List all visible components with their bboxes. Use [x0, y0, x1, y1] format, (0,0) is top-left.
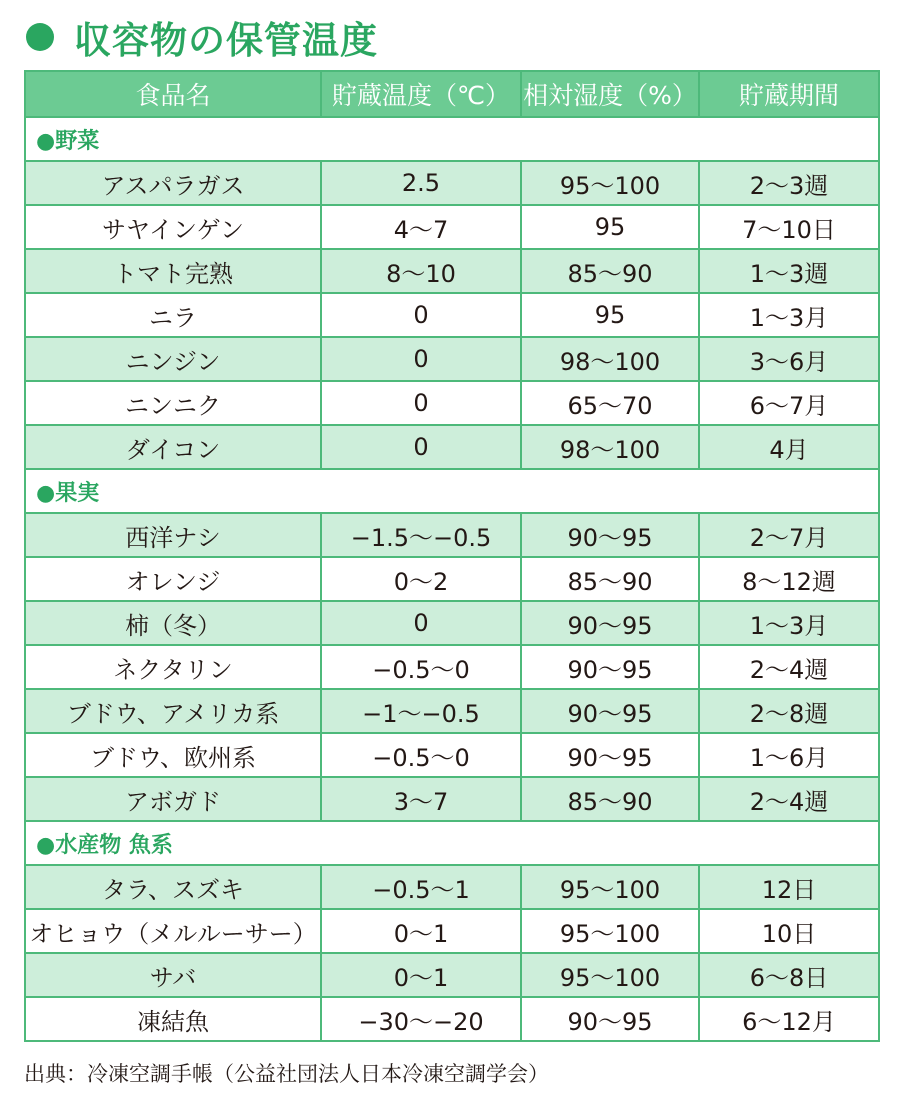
page-title — [26, 10, 378, 64]
storage-temperature-table — [24, 70, 880, 1042]
table-row — [25, 425, 879, 469]
cell-humidity: 95〜100 — [521, 953, 699, 997]
column-header-humidity: 相対湿度（%） — [521, 71, 699, 117]
cell-food-name: 柿（冬） — [25, 601, 321, 645]
title-bullet-icon — [26, 23, 54, 51]
cell-temperature: 4〜7 — [321, 205, 521, 249]
title-text: 収容物の保管温度 — [74, 19, 378, 62]
cell-humidity: 85〜90 — [521, 777, 699, 821]
cell-temperature: 0 — [321, 601, 521, 645]
table-row — [25, 381, 879, 425]
table-body — [25, 117, 879, 1041]
cell-humidity: 95 — [521, 293, 699, 337]
cell-period: 1〜3月 — [699, 601, 879, 645]
table-row — [25, 205, 879, 249]
cell-food-name: 凍結魚 — [25, 997, 321, 1041]
cell-period: 2〜3週 — [699, 161, 879, 205]
column-header-temperature: 貯蔵温度（℃） — [321, 71, 521, 117]
cell-humidity: 90〜95 — [521, 645, 699, 689]
cell-temperature: 8〜10 — [321, 249, 521, 293]
table-header-row — [25, 71, 879, 117]
cell-humidity: 90〜95 — [521, 733, 699, 777]
cell-period: 6〜7月 — [699, 381, 879, 425]
cell-food-name: サヤインゲン — [25, 205, 321, 249]
cell-humidity: 90〜95 — [521, 997, 699, 1041]
table-row — [25, 777, 879, 821]
cell-food-name: オレンジ — [25, 557, 321, 601]
cell-food-name: ブドウ、欧州系 — [25, 733, 321, 777]
cell-humidity: 95 — [521, 205, 699, 249]
cell-humidity: 95〜100 — [521, 865, 699, 909]
cell-humidity: 95〜100 — [521, 161, 699, 205]
category-label: ●果実 — [25, 469, 879, 513]
cell-food-name: ダイコン — [25, 425, 321, 469]
column-header-period: 貯蔵期間 — [699, 71, 879, 117]
cell-food-name: アボガド — [25, 777, 321, 821]
cell-period: 6〜12月 — [699, 997, 879, 1041]
cell-food-name: オヒョウ（メルルーサー） — [25, 909, 321, 953]
table-row — [25, 249, 879, 293]
cell-humidity: 90〜95 — [521, 601, 699, 645]
cell-humidity: 98〜100 — [521, 425, 699, 469]
cell-period: 2〜4週 — [699, 777, 879, 821]
cell-temperature: 3〜7 — [321, 777, 521, 821]
cell-temperature: 0 — [321, 425, 521, 469]
table-row — [25, 337, 879, 381]
cell-temperature: 0 — [321, 381, 521, 425]
cell-temperature: 0〜1 — [321, 953, 521, 997]
table-row — [25, 601, 879, 645]
cell-period: 2〜4週 — [699, 645, 879, 689]
cell-humidity: 85〜90 — [521, 249, 699, 293]
cell-food-name: 西洋ナシ — [25, 513, 321, 557]
category-row — [25, 469, 879, 513]
table-row — [25, 997, 879, 1041]
cell-food-name: アスパラガス — [25, 161, 321, 205]
table-row — [25, 689, 879, 733]
table-row — [25, 293, 879, 337]
cell-period: 7〜10日 — [699, 205, 879, 249]
table-row — [25, 513, 879, 557]
cell-food-name: ブドウ、アメリカ系 — [25, 689, 321, 733]
category-label: ●野菜 — [25, 117, 879, 161]
cell-temperature: −30〜−20 — [321, 997, 521, 1041]
cell-temperature: 2.5 — [321, 161, 521, 205]
cell-temperature: −1〜−0.5 — [321, 689, 521, 733]
table-row — [25, 909, 879, 953]
cell-food-name: ニンジン — [25, 337, 321, 381]
cell-temperature: 0〜2 — [321, 557, 521, 601]
cell-temperature: −0.5〜1 — [321, 865, 521, 909]
cell-humidity: 90〜95 — [521, 513, 699, 557]
cell-temperature: −1.5〜−0.5 — [321, 513, 521, 557]
category-label: ●水産物 魚系 — [25, 821, 879, 865]
source-note: 出典：冷凍空調手帳（公益社団法人日本冷凍空調学会） — [24, 1062, 549, 1086]
category-row — [25, 821, 879, 865]
cell-humidity: 98〜100 — [521, 337, 699, 381]
cell-period: 1〜3週 — [699, 249, 879, 293]
cell-food-name: ニンニク — [25, 381, 321, 425]
cell-period: 3〜6月 — [699, 337, 879, 381]
cell-period: 2〜8週 — [699, 689, 879, 733]
cell-food-name: トマト完熟 — [25, 249, 321, 293]
cell-food-name: タラ、スズキ — [25, 865, 321, 909]
cell-food-name: サバ — [25, 953, 321, 997]
cell-period: 12日 — [699, 865, 879, 909]
cell-period: 2〜7月 — [699, 513, 879, 557]
cell-period: 1〜3月 — [699, 293, 879, 337]
table-row — [25, 733, 879, 777]
cell-temperature: 0 — [321, 293, 521, 337]
cell-humidity: 65〜70 — [521, 381, 699, 425]
cell-period: 4月 — [699, 425, 879, 469]
cell-period: 6〜8日 — [699, 953, 879, 997]
cell-period: 1〜6月 — [699, 733, 879, 777]
cell-period: 10日 — [699, 909, 879, 953]
cell-humidity: 95〜100 — [521, 909, 699, 953]
cell-temperature: 0 — [321, 337, 521, 381]
table-row — [25, 557, 879, 601]
cell-humidity: 90〜95 — [521, 689, 699, 733]
table-row — [25, 953, 879, 997]
cell-temperature: 0〜1 — [321, 909, 521, 953]
cell-humidity: 85〜90 — [521, 557, 699, 601]
table-row — [25, 865, 879, 909]
table-row — [25, 161, 879, 205]
category-row — [25, 117, 879, 161]
column-header-food: 食品名 — [25, 71, 321, 117]
table-row — [25, 645, 879, 689]
cell-food-name: ニラ — [25, 293, 321, 337]
cell-temperature: −0.5〜0 — [321, 645, 521, 689]
cell-period: 8〜12週 — [699, 557, 879, 601]
cell-temperature: −0.5〜0 — [321, 733, 521, 777]
cell-food-name: ネクタリン — [25, 645, 321, 689]
